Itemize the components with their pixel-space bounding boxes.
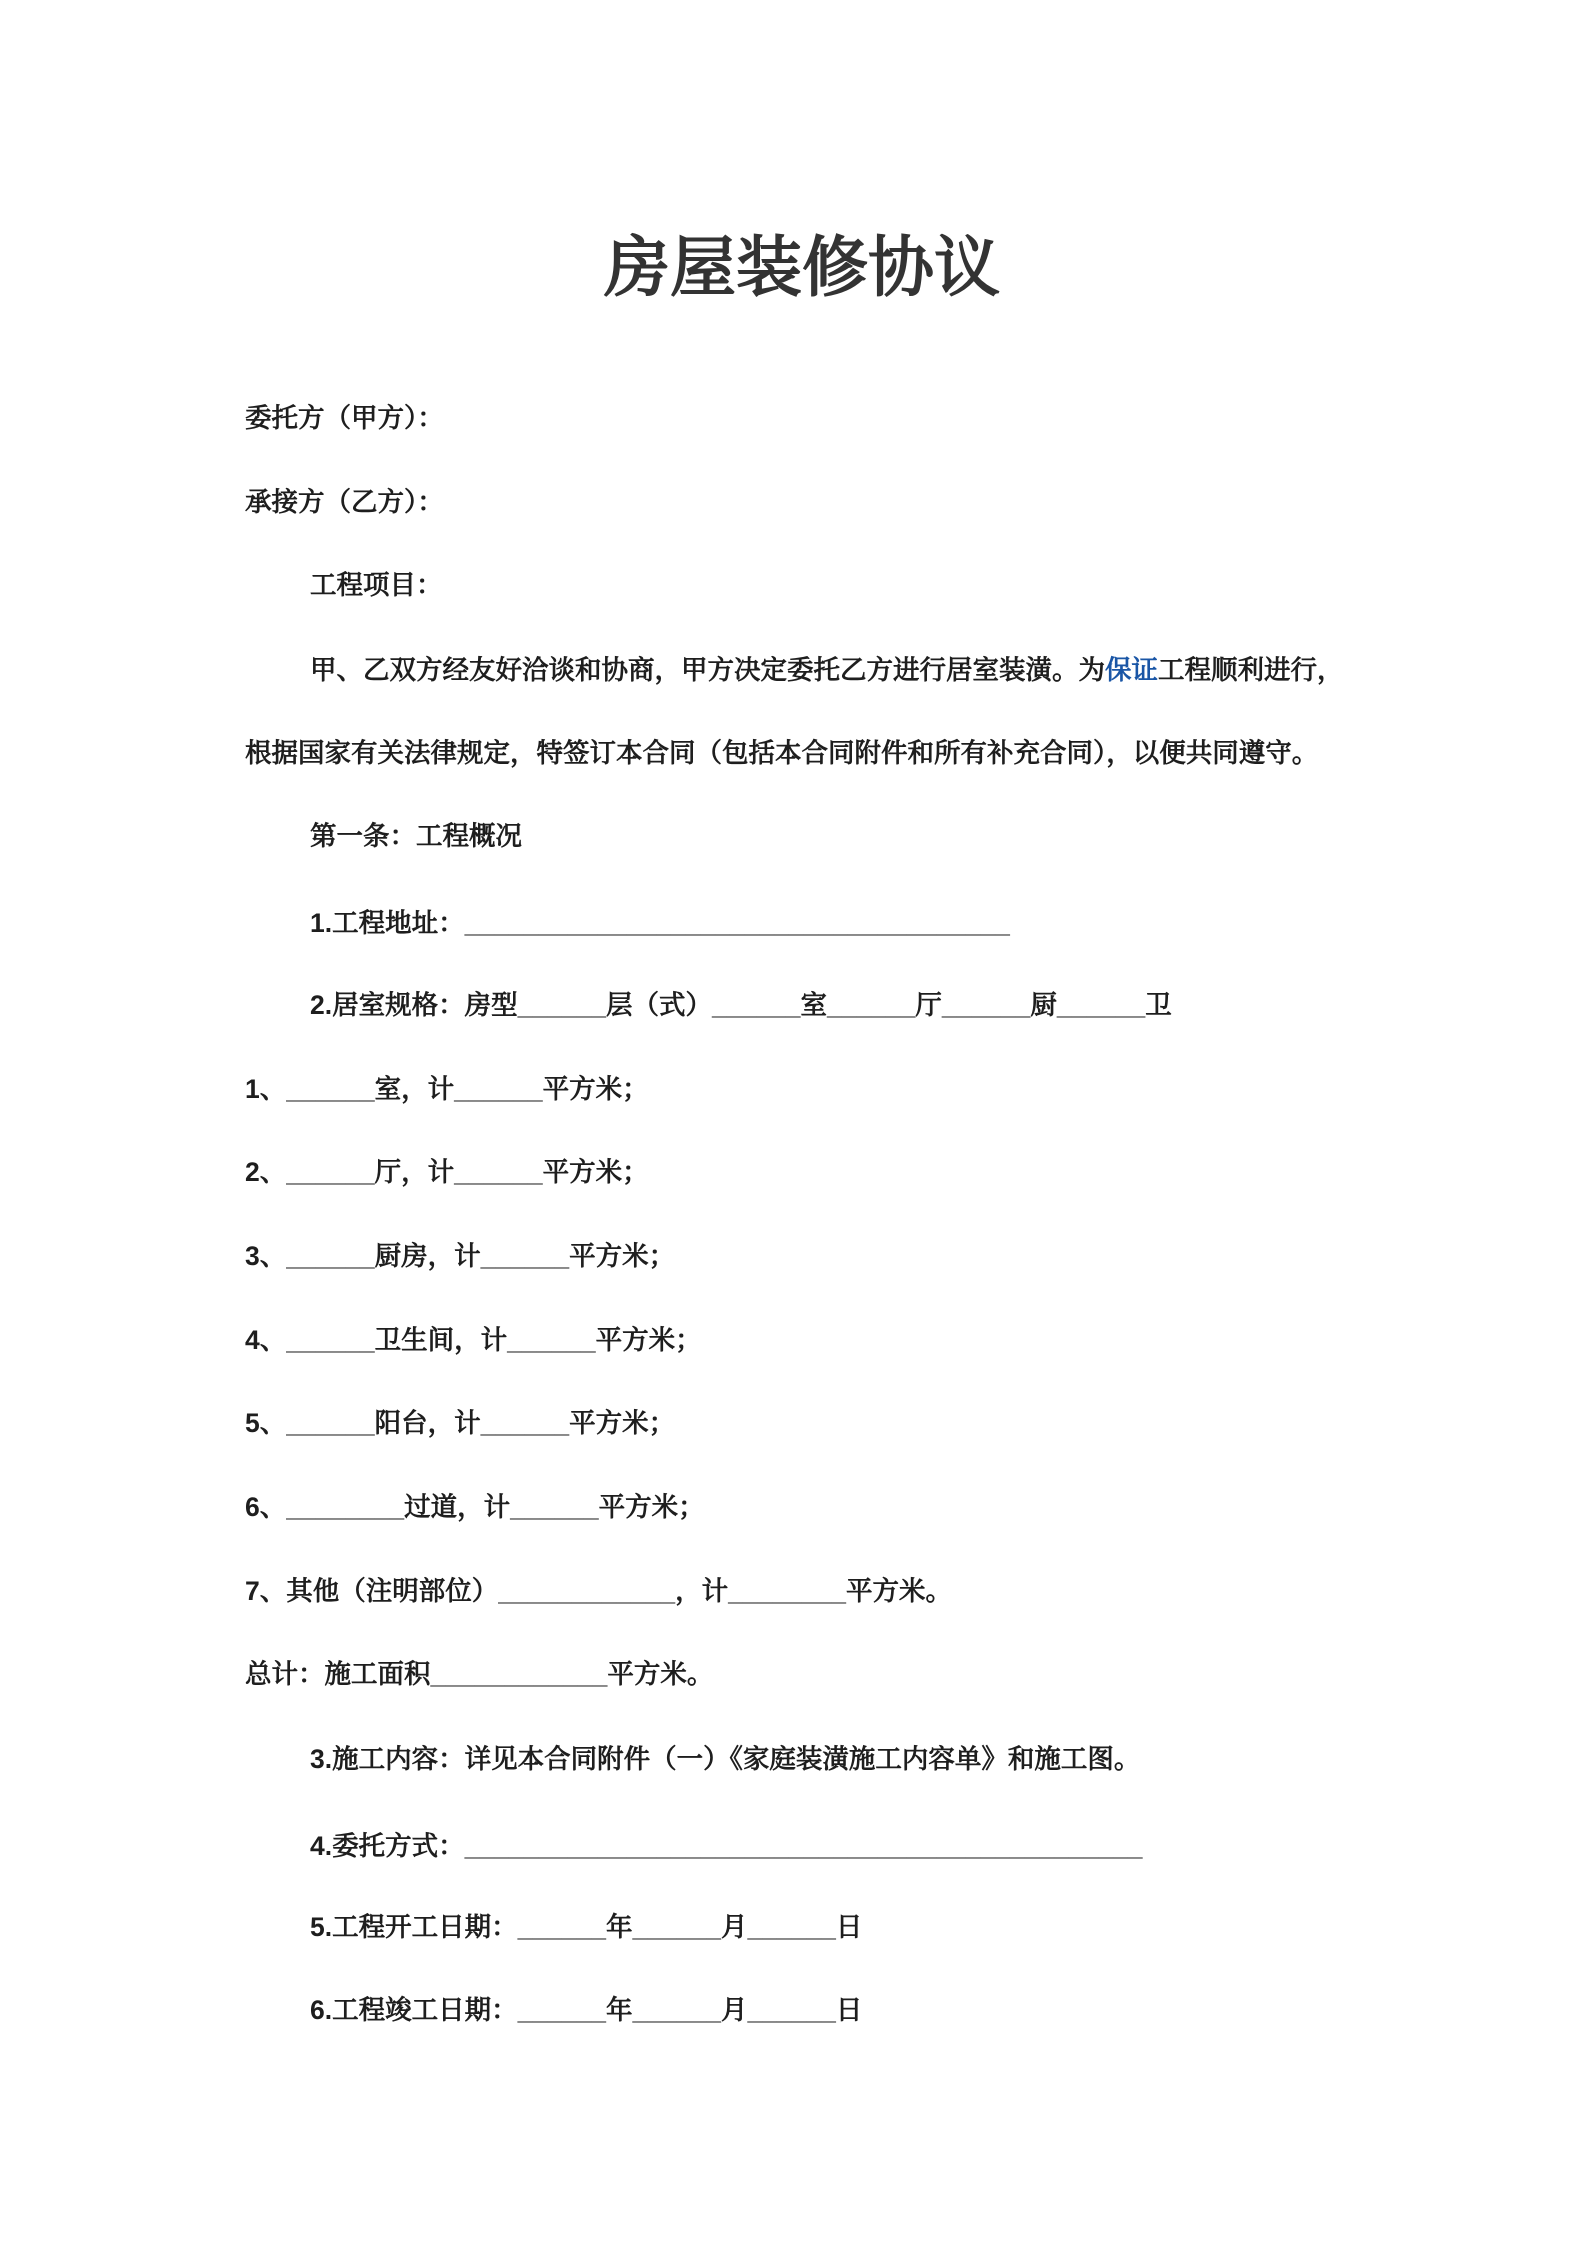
intro-text-after-link: 工程顺利进行，: [1158, 655, 1344, 685]
article-1-heading: 第一条：工程概况: [310, 821, 522, 851]
project-label: 工程项目：: [310, 570, 443, 600]
area-item-kitchen: 3、______厨房，计______平方米；: [245, 1241, 676, 1271]
document-title: 房屋装修协议: [604, 230, 1000, 304]
room-spec-field: 2.居室规格：房型______层（式）______室______厅______厨______卫: [310, 990, 1172, 1020]
start-date-field: 5.工程开工日期：______年______月______日: [310, 1912, 863, 1942]
project-address-field: 1.工程地址：_____________________________________: [310, 908, 1010, 938]
intro-text-before-link: 甲、乙双方经友好洽谈和协商，甲方决定委托乙方进行居室装潢。为: [310, 655, 1105, 685]
completion-date-field: 6.工程竣工日期：______年______月______日: [310, 1995, 863, 2025]
construction-content-item: 3.施工内容：详见本合同附件（一）《家庭装潢施工内容单》和施工图。: [310, 1744, 1141, 1774]
total-area-field: 总计：施工面积____________平方米。: [245, 1659, 714, 1689]
intro-paragraph-line-1: [310, 650, 1344, 690]
area-item-other: 7、其他（注明部位）____________，计________平方米。: [245, 1576, 952, 1606]
commission-method-field: 4.委托方式：______________________________________________: [310, 1831, 1143, 1861]
area-item-corridor: 6、________过道，计______平方米；: [245, 1492, 705, 1522]
area-item-bathroom: 4、______卫生间，计______平方米；: [245, 1325, 702, 1355]
intro-paragraph-line-2: 根据国家有关法律规定，特签订本合同（包括本合同附件和所有补充合同），以便共同遵守。: [245, 738, 1319, 768]
area-item-balcony: 5、______阳台，计______平方米；: [245, 1408, 676, 1438]
party-b-label: 承接方（乙方）：: [245, 487, 444, 517]
area-item-room: 1、______室，计______平方米；: [245, 1074, 649, 1104]
area-item-hall: 2、______厅，计______平方米；: [245, 1157, 649, 1187]
party-a-label: 委托方（甲方）：: [245, 403, 444, 433]
guarantee-link[interactable]: 保证: [1105, 655, 1158, 685]
